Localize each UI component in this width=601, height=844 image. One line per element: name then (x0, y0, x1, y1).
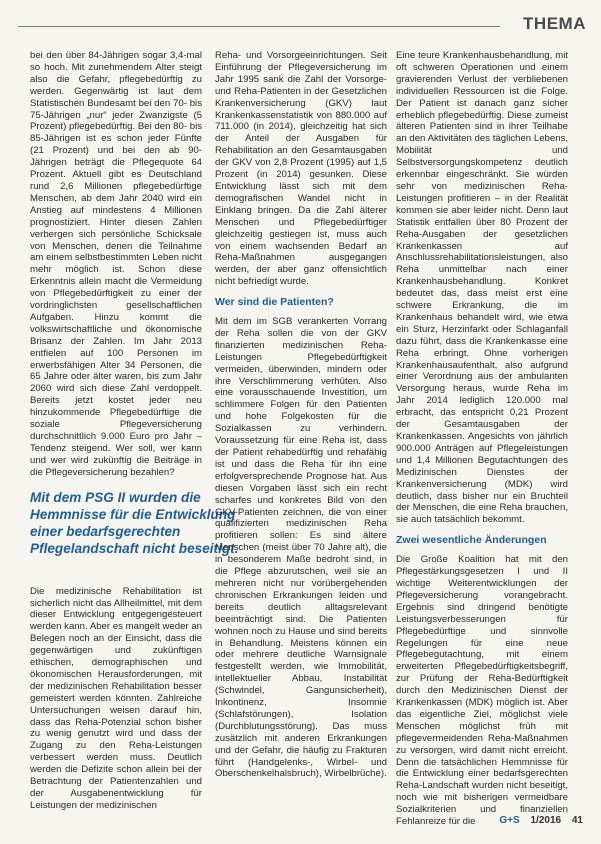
issue-number: 1/2016 (530, 815, 562, 826)
paragraph: Mit dem im SGB verankerten Vorrang der Reha sollen die von der GKV finanzierten medizinischen Reha-Leistungen Pflegebedürftigkeit vermeiden, überwinden, mindern oder ihre Verschlimmerung verhüten. Also eine vorausschauende Investition, um schlimmere Folgen für den Patienten und hohe Folgekosten für die Sozialkassen zu verhindern. Voraussetzung für eine Reha ist, dass der Patient rehabedürftig und rehafähig ist und dass die Reha für ihn eine erfolgversprechende Prognose hat. Aus diesen Vorgaben lässt sich ein recht scharfes und konkretes Bild von den GKV-Patienten zeichnen, die von einer qualifizierten medizinischen Reha profitieren sollen: Es sind ältere Menschen (meist über 70 Jahre alt), die in besonderem Maße bedroht sind, in die Pflege abzurutschen, weil sie an mehreren nicht nur vorübergehenden chronischen Erkrankungen leiden und bereits deutlich alltagsrelevant beeinträchtigt sind. Die Patienten wohnen noch zu Hause und sind bereits in Behandlung. Meistens können ein oder mehrere deutliche Warnsignale festgestellt werden, wie Immobilität, intellektueller Abbau, Instabilität (Schwindel, Gangunsicherheit), Inkontinenz, Insomnie (Schlafstörungen), Isolation (Durchblutungsstörung). Das muss zusätzlich mit anderen Erkrankungen und der Gefahr, die häufig zu Frakturen führt (Handgelenks-, Wirbel- und Oberschenkelhalsbruch), Wirbelbrüche). (215, 316, 387, 780)
column-3 (396, 50, 568, 828)
paragraph: bei den über 84-Jährigen sogar 3,4-mal so hoch. Mit zunehmendem Alter steigt also die Gefahr, pflegebedürftig zu werden. Gegenwärtig ist laut dem Statistischen Bundesamt bei den 70- bis 75-Jährigen „nur“ jeder Zwanzigste (5 Prozent) pflegebedürftig. Bei den 80- bis 85-Jährigen ist es schon jeder Fünfte (21 Prozent) und bei den ab 90-Jährigen beträgt die Pflegequote 64 Prozent. Aktuell gibt es Deutschland rund 2,6 Millionen pflegebedürftige Menschen, ab dem Jahr 2040 wird ein Anstieg auf mindestens 4 Millionen prognostiziert. Hinter diesen Zahlen verbergen sich persönliche Schicksale von Menschen, denen die Teilnahme am einem selbstbestimmten Leben nicht mehr möglich ist. Schon diese Erkenntnis allein macht die Vermeidung von Pflegebedürftigkeit zu einer der vordringlichsten gesellschaftlichen Aufgaben. Hinzu kommt die volkswirtschaftliche und ökonomische Brisanz der Zahlen. Im Jahr 2013 entfielen auf 100 Personen im erwerbsfähigen Alter 34 Personen, die 65 Jahre oder älter waren, bis zum Jahr 2060 wird sich diese Zahl verdoppelt. Bereits jetzt kostet jeder neu hinzukommende Pflegebedürftige die soziale Pflegeversicherung durchschnittlich 9.000 Euro pro Jahr – Tendenz steigend. Wer soll, wer kann und wer wird zukünftig die Beiträge in die Pflegeversicherung bezahlen? (30, 50, 202, 478)
header-rule (18, 26, 500, 27)
paragraph: Reha- und Vorsorgeeinrichtungen. Seit Einführung der Pflegeversicherung im Jahr 1995 sank die Zahl der Vorsorge- und Reha-Patienten in der Gesetzlichen Krankenversicherung (GKV) laut Krankenkassenstatistik von 880.000 auf 711.000 (in 2014), gleichzeitig hat sich der Anteil der Ausgaben für Rehabilitation an den Gesamtausgaben der GKV von 2,8 Prozent (1995) auf 1,5 Prozent (in 2014) gesunken. Diese Entwicklung lässt sich mit dem demografischen Wandel nicht in Einklang bringen. Da die Zahl älterer Menschen und Pflegebedürftiger gleichzeitig gestiegen ist, muss auch von einem wachsenden Bedarf an Reha-Maßnahmen ausgegangen werden, der aber ganz offensichtlich nicht befriedigt wurde. (215, 50, 387, 288)
page-number: 41 (571, 815, 583, 826)
paragraph: Die medizinische Rehabilitation ist sicherlich nicht das Allheilmittel, mit dem dieser Entwicklung entgegengesteuert werden kann. Aber es mangelt weder an Belegen noch an der Einsicht, dass die gegenwärtigen und zukünftigen ethischen, demographischen und ökonomischen Herausforderungen, mit der medizinischen Rehabilitation besser gemeistert werden könnten. Zahlreiche Untersuchungen weisen darauf hin, dass das Reha-Potenzial schon bisher zu wenig genutzt wird und dass der Zugang zu den Reha-Leistungen verbessert werden muss. Deutlich werden die Defizite schon allein bei der Betrachtung der Patientenzahlen und der Ausgabenentwicklung für Leistungen der medizinischen (30, 585, 202, 811)
magazine-logo: G+S (499, 815, 520, 826)
paragraph: Eine teure Krankenhausbehandlung, mit oft schweren Operationen und einem gravierenden Verlust der verbliebenen individuellen Ressourcen ist die Folge. Der Patient ist danach ganz sicher erheblich pflegebedürftig. Diese zumeist älteren Patienten sind in ihrer Teilhabe an den Aktivitäten des täglichen Lebens, Mobilität und Selbstversorgungskompetenz deutlich erkennbar eingeschränkt. Sie würden sehr von medizinischen Reha-Leistungen profitieren – in der Realität kommen sie aber leider nicht. Denn laut Statistik entfallen über 80 Prozent der Reha-Ausgaben der gesetzlichen Krankenkassen auf Anschlussrehabilitationsleistungen, also Reha unmittelbar nach einer Krankenhausbehandlung. Konkret bedeutet das, dass meist erst eine schwere Erkrankung, die im Krankenhaus behandelt wird, wie etwa ein Sturz, Herzinfarkt oder Schlaganfall dazu führt, dass die Krankenkasse eine Reha erbringt. Ohne vorherigen Krankenhausaufenthalt, also aufgrund einer Verordnung aus der ambulanten Versorgung heraus, wurde Reha im Jahr 2014 lediglich 120.000 mal erbracht, das entspricht 0,21 Prozent der Gesamtausgaben der Krankenkassen. Angesichts von jährlich 900.000 Anträgen auf Pflegeleistungen und 1,4 Millionen Begutachtungen des Medizinischen Dienstes der Krankenversicherung (MDK) wird deutlich, dass bisher nur ein Bruchteil der Menschen, die eine Reha brauchen, sie auch tatsächlich bekommt. (396, 50, 568, 526)
page-footer (491, 815, 583, 826)
subheading: Zwei wesentliche Änderungen (396, 534, 547, 547)
column-1-continued (30, 576, 202, 821)
paragraph: Die Große Koalition hat mit den Pflegestärkungsgesetzen I und II wichtige Weiterentwicklungen der Pflegeversicherung vorangebracht. Ergebnis sind dringend benötigte Leistungsverbesserungen für Pflegebedürftige und sinnvolle Regelungen für eine neue Pflegebegutachtung, mit einem erweiterten Pflegebedürftigkeitsbegriff, zur Prüfung der Reha-Bedürftigkeit durch den Medizinischen Dienst der Krankenkassen (MDK) möglich ist. Aber das eigentliche Ziel, möglichst viele Menschen möglichst früh mit pflegevermeidenden Reha-Maßnahmen zu versorgen, wird damit nicht erreicht. Denn die tatsächlichen Hemmnisse für die Entwicklung einer bedarfsgerechten Reha-Landschaft wurden nicht beseitigt, noch wie mit bisherigen vermeidbare Sozialkriterien und finanziellen Fehlanreize für die (396, 554, 568, 828)
column-2 (215, 50, 387, 780)
header-bar (18, 14, 586, 36)
column-1 (30, 50, 202, 479)
pull-quote: Mit dem PSG II wurden die Hemmnisse für die Entwicklung einer bedarfsgerechten Pflegelandschaft nicht beseitigt. (30, 490, 239, 556)
subheading: Wer sind die Patienten? (215, 296, 334, 309)
section-title: THEMA (523, 14, 586, 33)
